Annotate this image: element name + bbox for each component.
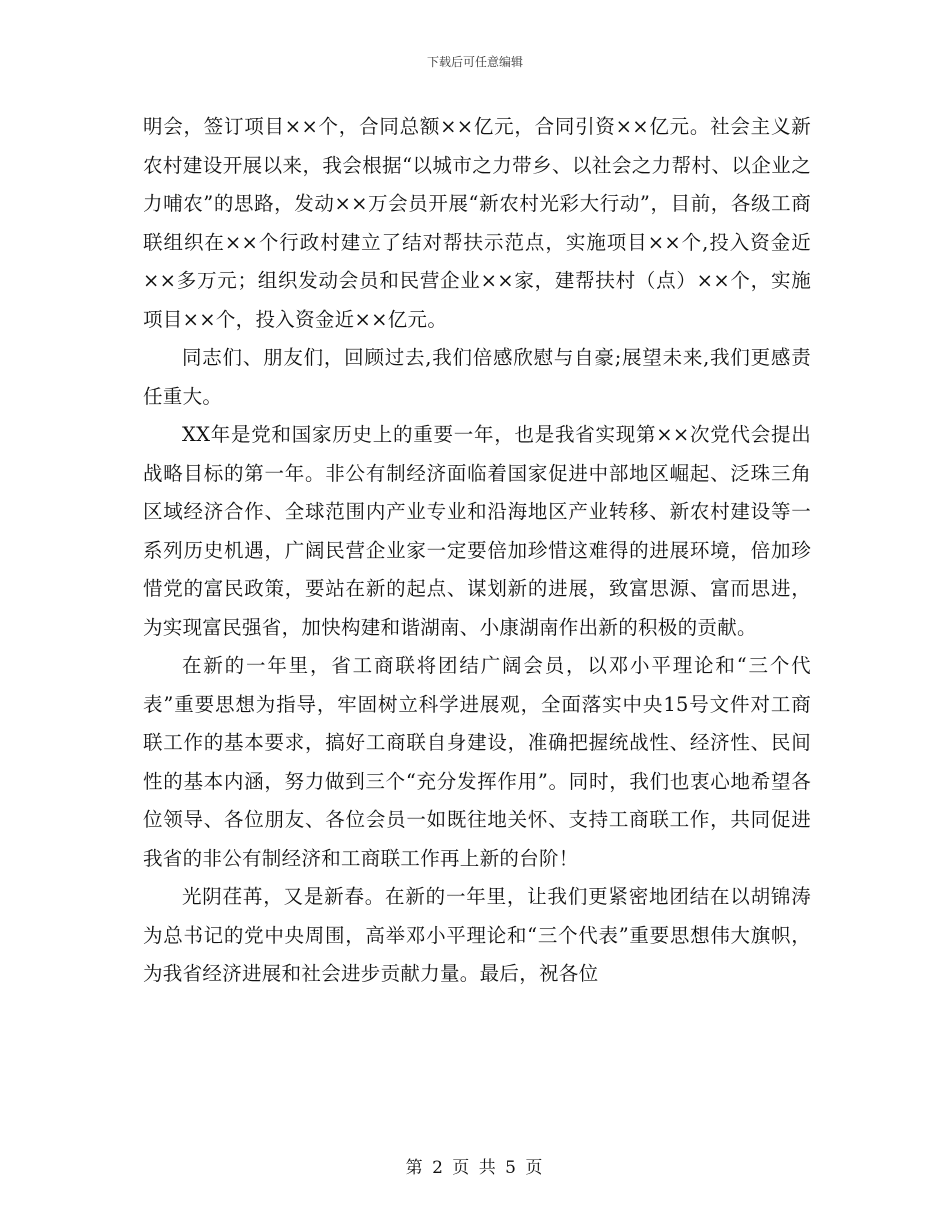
paragraph-4: 在新的一年里，省工商联将团结广阔会员，以邓小平理论和“三个代表”重要思想为指导，牢固树立科学进展观，全面落实中央15号文件对工商联工作的基本要求，搞好工商联自身建设，准确把握统战性、经济性、民间性的基本内涵，努力做到三个“充分发挥作用”。同时，我们也衷心地希望各位领导、各位朋友、各位会员一如既往地关怀、支持工商联工作，共同促进我省的非公有制经济和工商联工作再上新的台阶！: [143, 654, 811, 870]
header-note: 下载后可任意编辑: [426, 55, 523, 69]
page-number: 第 2 页 共 5 页: [405, 1158, 545, 1178]
paragraph-2: 同志们、朋友们，回顾过去,我们倍感欣慰与自豪;展望未来,我们更感责任重大。: [143, 346, 811, 408]
paragraph-5: 光阴荏苒，又是新春。在新的一年里，让我们更紧密地团结在以胡锦涛为总书记的党中央周围，高举邓小平理论和“三个代表”重要思想伟大旗帜，为我省经济进展和社会进步贡献力量。最后，祝各位: [143, 885, 811, 985]
paragraph-1: 明会，签订项目××个，合同总额××亿元，合同引资××亿元。社会主义新农村建设开展以来，我会根据“以城市之力带乡、以社会之力帮村、以企业之力哺农”的思路，发动××万会员开展“新农村光彩大行动”，目前，各级工商联组织在××个行政村建立了结对帮扶示范点，实施项目××个,投入资金近××多万元；组织发动会员和民营企业××家，建帮扶村（点）××个，实施项目××个，投入资金近××亿元。: [143, 115, 811, 331]
paragraph-3: XX年是党和国家历史上的重要一年，也是我省实现第××次党代会提出战略目标的第一年。非公有制经济面临着国家促进中部地区崛起、泛珠三角区域经济合作、全球范围内产业专业和沿海地区产业转移、新农村建设等一系列历史机遇，广阔民营企业家一定要倍加珍惜这难得的进展环境，倍加珍惜党的富民政策，要站在新的起点、谋划新的进展，致富思源、富而思进，为实现富民强省，加快构建和谐湖南、小康湖南作出新的积极的贡献。: [143, 423, 811, 639]
document-body: [143, 108, 811, 994]
